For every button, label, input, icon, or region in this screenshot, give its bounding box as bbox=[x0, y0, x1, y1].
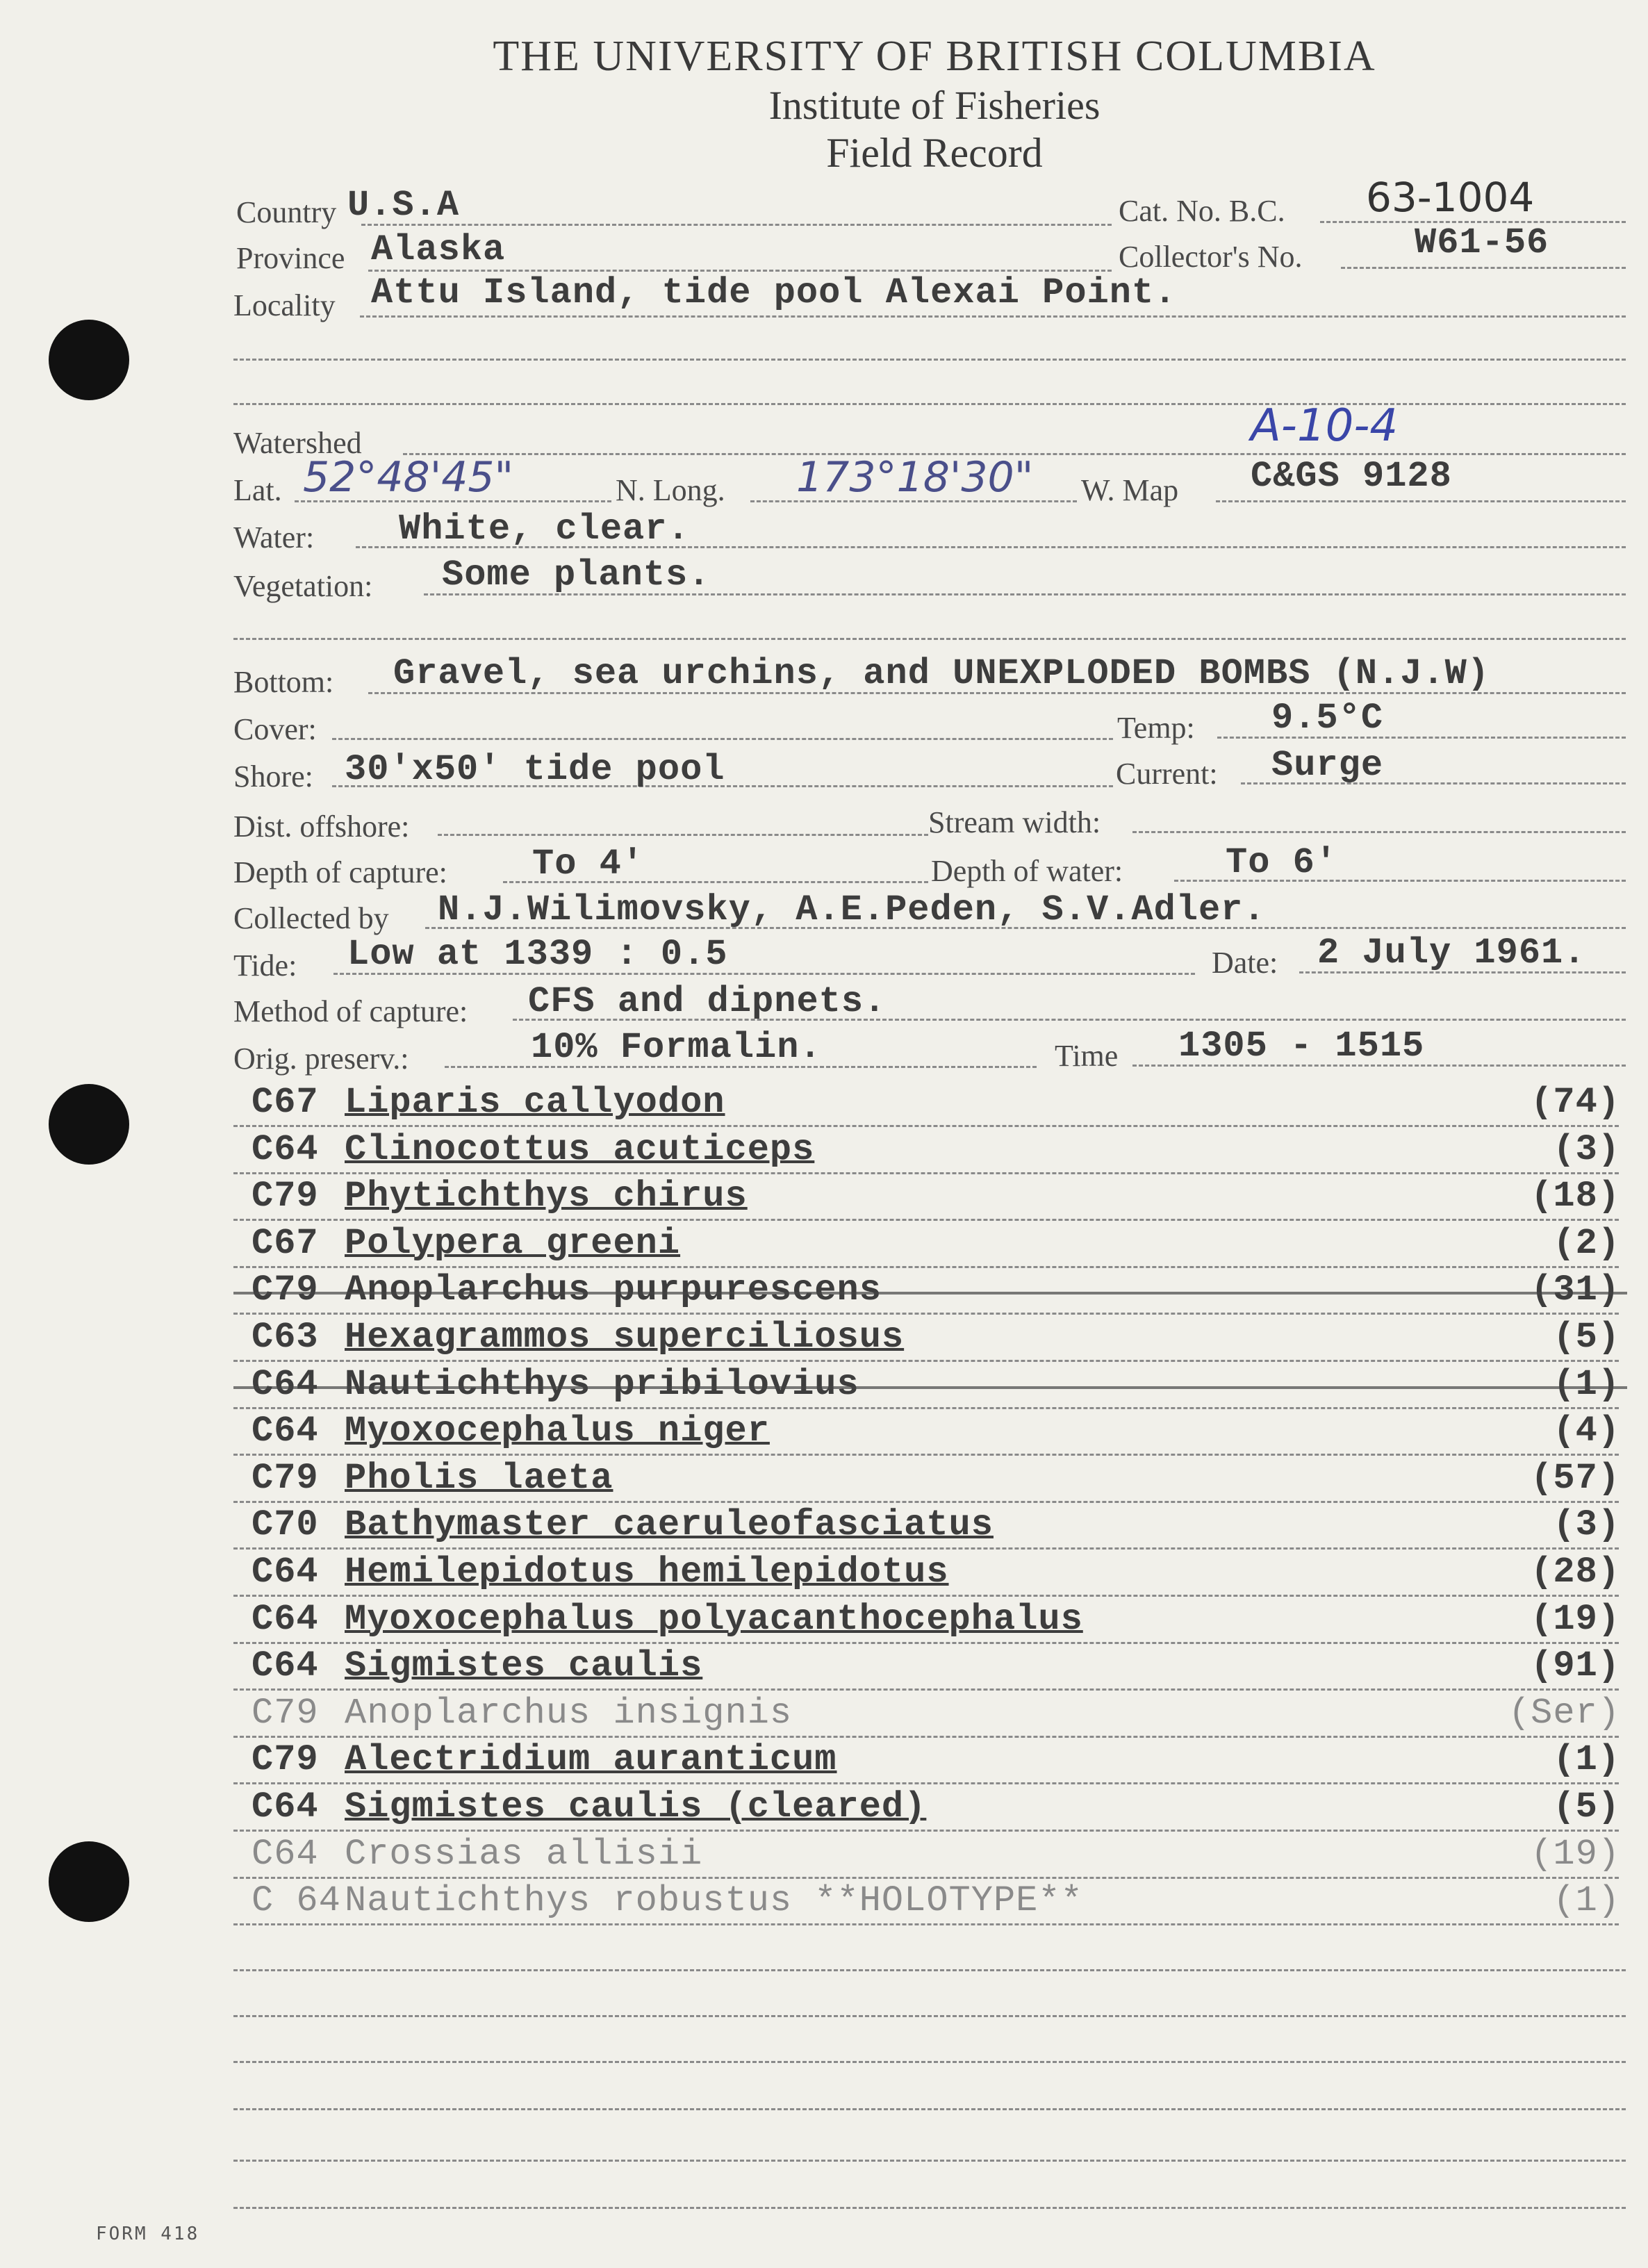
country-line bbox=[361, 224, 1112, 226]
species-row-rule bbox=[233, 1877, 1619, 1879]
species-name: Phytichthys chirus bbox=[345, 1176, 748, 1217]
species-code: C64 bbox=[252, 1411, 319, 1452]
collectors-no-label: Collector's No. bbox=[1119, 240, 1303, 274]
species-row bbox=[233, 1128, 1648, 1174]
species-row-rule bbox=[233, 1736, 1619, 1738]
current-label: Current: bbox=[1116, 757, 1218, 791]
species-name: Liparis callyodon bbox=[345, 1082, 725, 1123]
species-row bbox=[233, 1598, 1648, 1644]
strikeout-mark bbox=[233, 1386, 1627, 1389]
species-count: (74) bbox=[1531, 1082, 1620, 1123]
species-name: Nautichthys robustus **HOLOTYPE** bbox=[345, 1880, 1083, 1922]
species-count: (4) bbox=[1553, 1411, 1620, 1452]
species-count: (28) bbox=[1531, 1552, 1620, 1593]
stream-width-label: Stream width: bbox=[928, 805, 1101, 839]
blank-line-3 bbox=[233, 2061, 1626, 2063]
blank-line-5 bbox=[233, 2160, 1626, 2162]
species-code: C64 bbox=[252, 1786, 319, 1827]
dist-offshore-label: Dist. offshore: bbox=[233, 810, 410, 844]
vegetation-value: Some plants. bbox=[442, 554, 711, 595]
species-name: Hemilepidotus hemilepidotus bbox=[345, 1552, 949, 1593]
tide-value: Low at 1339 : 0.5 bbox=[347, 934, 728, 975]
bottom-label: Bottom: bbox=[233, 665, 334, 699]
depth-capture-label: Depth of capture: bbox=[233, 855, 447, 889]
species-count: (1) bbox=[1553, 1880, 1620, 1922]
lat-value: 52°48'45" bbox=[303, 453, 514, 502]
temp-value: 9.5°C bbox=[1271, 698, 1384, 739]
species-count: (57) bbox=[1531, 1457, 1620, 1499]
species-name: Anoplarchus purpurescens bbox=[345, 1269, 882, 1311]
species-code: C79 bbox=[252, 1457, 319, 1499]
species-row-rule bbox=[233, 1407, 1619, 1409]
species-count: (18) bbox=[1531, 1176, 1620, 1217]
species-name: Myoxocephalus niger bbox=[345, 1411, 770, 1452]
species-row bbox=[233, 1222, 1648, 1268]
species-code: C79 bbox=[252, 1692, 319, 1734]
watershed-label: Watershed bbox=[233, 426, 362, 460]
collectors-no-value: W61-56 bbox=[1415, 222, 1549, 263]
species-row bbox=[233, 1880, 1648, 1925]
species-code: C70 bbox=[252, 1504, 319, 1546]
collected-by-value: N.J.Wilimovsky, A.E.Peden, S.V.Adler. bbox=[438, 889, 1266, 930]
water-label: Water: bbox=[233, 520, 315, 554]
country-label: Country bbox=[236, 195, 337, 229]
water-value: White, clear. bbox=[399, 509, 690, 550]
dist-offshore-line bbox=[438, 834, 928, 836]
species-row bbox=[233, 1739, 1648, 1784]
species-name: Sigmistes caulis (cleared) bbox=[345, 1786, 927, 1827]
species-code: C64 bbox=[252, 1645, 319, 1687]
species-count: (19) bbox=[1531, 1598, 1620, 1640]
date-label: Date: bbox=[1212, 946, 1278, 980]
species-row-rule bbox=[233, 1642, 1619, 1644]
species-code: C64 bbox=[252, 1552, 319, 1593]
species-row-rule bbox=[233, 1923, 1619, 1925]
blank-line-6 bbox=[233, 2207, 1626, 2209]
species-row bbox=[233, 1692, 1648, 1738]
binder-hole-top bbox=[49, 320, 129, 400]
date-value: 2 July 1961. bbox=[1317, 932, 1586, 973]
binder-hole-middle bbox=[49, 1084, 129, 1165]
time-label: Time bbox=[1055, 1039, 1119, 1073]
species-count: (5) bbox=[1553, 1786, 1620, 1827]
tide-label: Tide: bbox=[233, 948, 297, 983]
species-row bbox=[233, 1504, 1648, 1550]
map-line bbox=[1216, 500, 1626, 502]
depth-water-label: Depth of water: bbox=[931, 854, 1123, 888]
locality-value: Attu Island, tide pool Alexai Point. bbox=[371, 272, 1177, 313]
species-row bbox=[233, 1645, 1648, 1691]
shore-label: Shore: bbox=[233, 759, 313, 794]
species-count: (3) bbox=[1553, 1128, 1620, 1170]
vegetation-label: Vegetation: bbox=[233, 569, 373, 603]
species-name: Nautichthys pribilovius bbox=[345, 1363, 859, 1405]
temp-label: Temp: bbox=[1117, 711, 1195, 745]
species-row bbox=[233, 1786, 1648, 1832]
province-value: Alaska bbox=[371, 229, 506, 270]
species-row-rule bbox=[233, 1172, 1619, 1174]
species-code: C64 bbox=[252, 1363, 319, 1405]
species-row-rule bbox=[233, 1360, 1619, 1362]
orig-preserv-value: 10% Formalin. bbox=[531, 1027, 822, 1068]
country-value: U.S.A bbox=[347, 185, 460, 226]
collected-by-label: Collected by bbox=[233, 901, 389, 935]
species-name: Clinocottus acuticeps bbox=[345, 1128, 815, 1170]
blank-line-1 bbox=[233, 1969, 1626, 1971]
species-count: (1) bbox=[1553, 1739, 1620, 1781]
species-count: (Ser) bbox=[1508, 1692, 1620, 1734]
form-title: Field Record bbox=[826, 130, 1043, 176]
lat-label: Lat. bbox=[233, 473, 282, 507]
species-code: C64 bbox=[252, 1833, 319, 1875]
binder-hole-bottom bbox=[49, 1841, 129, 1922]
species-count: (19) bbox=[1531, 1833, 1620, 1875]
species-row-rule bbox=[233, 1266, 1619, 1268]
species-row-rule bbox=[233, 1830, 1619, 1832]
species-row bbox=[233, 1410, 1648, 1456]
species-row-rule bbox=[233, 1454, 1619, 1456]
province-label: Province bbox=[236, 241, 345, 275]
locality-line bbox=[360, 315, 1626, 318]
species-row bbox=[233, 1316, 1648, 1362]
university-title: THE UNIVERSITY OF BRITISH COLUMBIA bbox=[493, 33, 1376, 80]
cover-line bbox=[332, 738, 1113, 740]
long-value: 173°18'30" bbox=[796, 453, 1034, 502]
locality-line-2 bbox=[233, 359, 1626, 361]
species-name: Polypera greeni bbox=[345, 1222, 681, 1264]
species-name: Hexagrammos superciliosus bbox=[345, 1317, 905, 1358]
time-value: 1305 - 1515 bbox=[1178, 1026, 1425, 1067]
species-row-rule bbox=[233, 1595, 1619, 1597]
species-row-rule bbox=[233, 1782, 1619, 1784]
species-row-rule bbox=[233, 1688, 1619, 1691]
species-row bbox=[233, 1363, 1648, 1409]
depth-capture-value: To 4' bbox=[532, 844, 645, 885]
watershed-handwritten-note: A-10-4 bbox=[1251, 400, 1399, 452]
species-code: C67 bbox=[252, 1082, 319, 1123]
locality-label: Locality bbox=[233, 288, 336, 322]
depth-water-value: To 6' bbox=[1226, 842, 1338, 883]
species-code: C67 bbox=[252, 1222, 319, 1264]
species-count: (5) bbox=[1553, 1317, 1620, 1358]
species-row bbox=[233, 1269, 1648, 1315]
collectors-no-line bbox=[1341, 267, 1626, 269]
species-name: Alectridium auranticum bbox=[345, 1739, 837, 1781]
stream-width-line bbox=[1132, 831, 1626, 833]
long-label: N. Long. bbox=[616, 473, 725, 507]
bottom-value: Gravel, sea urchins, and UNEXPLODED BOMBS (N.J.W) bbox=[393, 653, 1490, 694]
method-value: CFS and dipnets. bbox=[528, 981, 887, 1022]
species-code: C64 bbox=[252, 1128, 319, 1170]
species-code: C79 bbox=[252, 1269, 319, 1311]
institute-title: Institute of Fisheries bbox=[768, 83, 1101, 128]
species-name: Anoplarchus insignis bbox=[345, 1692, 793, 1734]
species-row bbox=[233, 1081, 1648, 1127]
species-count: (2) bbox=[1553, 1222, 1620, 1264]
species-name: Bathymaster caeruleofasciatus bbox=[345, 1504, 994, 1546]
species-row bbox=[233, 1457, 1648, 1503]
vegetation-line-2 bbox=[233, 638, 1626, 640]
blank-line-4 bbox=[233, 2108, 1626, 2110]
species-row-rule bbox=[233, 1313, 1619, 1315]
species-row bbox=[233, 1551, 1648, 1597]
species-name: Myoxocephalus polyacanthocephalus bbox=[345, 1598, 1083, 1640]
species-code: C63 bbox=[252, 1317, 319, 1358]
species-code: C79 bbox=[252, 1739, 319, 1781]
species-row bbox=[233, 1175, 1648, 1221]
map-label: W. Map bbox=[1081, 473, 1179, 507]
species-code: C 64 bbox=[252, 1880, 341, 1922]
species-row-rule bbox=[233, 1125, 1619, 1127]
species-row-rule bbox=[233, 1547, 1619, 1550]
species-row bbox=[233, 1833, 1648, 1879]
blank-line-2 bbox=[233, 2015, 1626, 2017]
species-count: (1) bbox=[1553, 1363, 1620, 1405]
cat-no-label: Cat. No. B.C. bbox=[1119, 194, 1285, 228]
species-row-rule bbox=[233, 1501, 1619, 1503]
cat-no-value: 63-1004 bbox=[1366, 174, 1535, 221]
shore-value: 30'x50' tide pool bbox=[345, 749, 725, 790]
species-name: Sigmistes caulis bbox=[345, 1645, 703, 1687]
orig-preserv-label: Orig. preserv.: bbox=[233, 1042, 409, 1076]
species-count: (3) bbox=[1553, 1504, 1620, 1546]
map-value: C&GS 9128 bbox=[1251, 456, 1452, 497]
current-value: Surge bbox=[1271, 745, 1384, 786]
method-label: Method of capture: bbox=[233, 994, 468, 1028]
species-row-rule bbox=[233, 1219, 1619, 1221]
locality-line-3 bbox=[233, 403, 1626, 405]
species-code: C64 bbox=[252, 1598, 319, 1640]
form-number: FORM 418 bbox=[96, 2224, 200, 2244]
species-name: Pholis laeta bbox=[345, 1457, 613, 1499]
species-count: (31) bbox=[1531, 1269, 1620, 1311]
species-code: C79 bbox=[252, 1176, 319, 1217]
cover-label: Cover: bbox=[233, 712, 317, 746]
species-name: Crossias allisii bbox=[345, 1833, 703, 1875]
strikeout-mark bbox=[233, 1292, 1627, 1295]
species-count: (91) bbox=[1531, 1645, 1620, 1687]
